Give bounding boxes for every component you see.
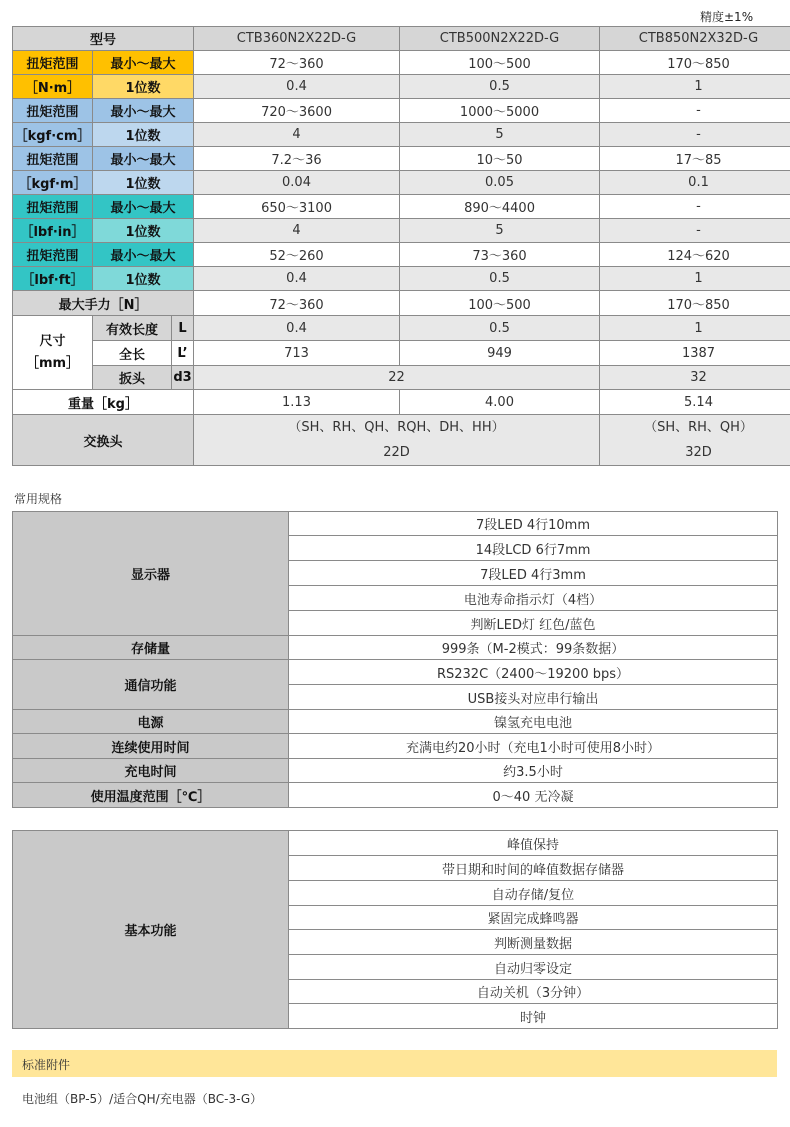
storage-value: 999条（M-2模式：99条数据） bbox=[289, 636, 778, 660]
torque-grad-value: 0.1 bbox=[600, 171, 790, 195]
comm-item: USB接头对应串行输出 bbox=[289, 685, 778, 710]
torque-grad-value: - bbox=[600, 123, 790, 147]
total-length-value: 713 bbox=[194, 341, 400, 366]
effective-length-value: 0.5 bbox=[400, 316, 600, 341]
torque-grad-value: 4 bbox=[194, 123, 400, 147]
exchange-head-32 bbox=[600, 415, 790, 466]
head-label: 扳头 bbox=[93, 366, 172, 390]
continuous-label: 连续使用时间 bbox=[13, 734, 289, 759]
exchange-head-types: （SH、RH、QH、RQH、DH、HH） bbox=[288, 420, 505, 435]
torque-grad-value: 5 bbox=[400, 219, 600, 243]
weight-value: 1.13 bbox=[194, 390, 400, 415]
basic-function-label: 基本功能 bbox=[13, 831, 289, 1029]
temp-value: 0～40 无冷凝 bbox=[289, 783, 778, 808]
torque-grad-value: 0.05 bbox=[400, 171, 600, 195]
model-name: CTB500N2X22D-G bbox=[400, 27, 600, 51]
max-force-value: 72～360 bbox=[194, 291, 400, 316]
torque-range-value: 52～260 bbox=[194, 243, 400, 267]
torque-grad-value: 0.5 bbox=[400, 75, 600, 99]
torque-range-value: 124～620 bbox=[600, 243, 790, 267]
basic-function-item: 峰值保持 bbox=[289, 831, 778, 856]
comm-row bbox=[13, 660, 778, 685]
display-label: 显示器 bbox=[13, 512, 289, 636]
torque-range-value: - bbox=[600, 99, 790, 123]
torque-grad-value: 0.4 bbox=[194, 75, 400, 99]
max-force-value: 100～500 bbox=[400, 291, 600, 316]
torque-grad-value: 0.5 bbox=[400, 267, 600, 291]
comm-item: RS232C（2400～19200 bps） bbox=[289, 660, 778, 685]
model-label: 型号 bbox=[13, 27, 194, 51]
torque-range-value: 17～85 bbox=[600, 147, 790, 171]
charge-row bbox=[13, 759, 778, 783]
torque-range-value: 890～4400 bbox=[400, 195, 600, 219]
exchange-head-size: 22D bbox=[383, 445, 410, 460]
power-row bbox=[13, 710, 778, 734]
basic-function-item: 自动存储/复位 bbox=[289, 881, 778, 906]
common-spec-table bbox=[12, 511, 778, 808]
weight-value: 4.00 bbox=[400, 390, 600, 415]
attachments-text: 电池组（BP-5）/适合QH/充电器（BC-3-G） bbox=[22, 1092, 263, 1106]
effective-length-label: 有效长度 bbox=[93, 316, 172, 341]
range-label: 最小～最大 bbox=[93, 243, 194, 267]
exchange-head-row bbox=[13, 415, 790, 466]
torque-grad-value: 0.4 bbox=[194, 267, 400, 291]
torque-group-unit: ［kgf·cm］ bbox=[13, 123, 93, 147]
display-row bbox=[13, 512, 778, 536]
torque-range-value: - bbox=[600, 195, 790, 219]
accuracy-note: 精度±1% bbox=[700, 10, 754, 24]
range-label: 最小～最大 bbox=[93, 99, 194, 123]
torque-group-title: 扭矩范围 bbox=[13, 99, 93, 123]
display-item: 7段LED 4行3mm bbox=[289, 561, 778, 586]
size-total-length-row bbox=[13, 341, 790, 366]
power-label: 电源 bbox=[13, 710, 289, 734]
torque-grad-value: 1 bbox=[600, 267, 790, 291]
torque-range-value: 73～360 bbox=[400, 243, 600, 267]
common-spec-title: 常用规格 bbox=[14, 492, 63, 506]
torque-range-value: 100～500 bbox=[400, 51, 600, 75]
size-unit: ［mm］ bbox=[25, 355, 80, 371]
basic-function-item: 紧固完成蜂鸣器 bbox=[289, 906, 778, 930]
head-value: 32 bbox=[600, 366, 790, 390]
temp-row bbox=[13, 783, 778, 808]
basic-function-item: 自动归零设定 bbox=[289, 955, 778, 980]
model-name: CTB360N2X22D-G bbox=[194, 27, 400, 51]
size-title: 尺寸 bbox=[39, 333, 66, 349]
torque-grad-row bbox=[13, 123, 790, 147]
total-length-label: 全长 bbox=[93, 341, 172, 366]
torque-range-value: 650～3100 bbox=[194, 195, 400, 219]
torque-range-value: 720～3600 bbox=[194, 99, 400, 123]
basic-function-item: 自动关机（3分钟） bbox=[289, 980, 778, 1004]
grad-label: 1位数 bbox=[93, 219, 194, 243]
total-length-value: 949 bbox=[400, 341, 600, 366]
torque-group-unit: ［lbf·in］ bbox=[13, 219, 93, 243]
total-length-symbol: L’ bbox=[172, 341, 194, 366]
head-value: 22 bbox=[194, 366, 600, 390]
effective-length-value: 0.4 bbox=[194, 316, 400, 341]
torque-range-row bbox=[13, 51, 790, 75]
storage-row bbox=[13, 636, 778, 660]
grad-label: 1位数 bbox=[93, 123, 194, 147]
exchange-head-size: 32D bbox=[685, 445, 712, 460]
torque-grad-row bbox=[13, 219, 790, 243]
torque-group-title: 扭矩范围 bbox=[13, 147, 93, 171]
head-symbol: d3 bbox=[172, 366, 194, 390]
attachments-title: 标准附件 bbox=[22, 1058, 71, 1072]
torque-range-value: 7.2～36 bbox=[194, 147, 400, 171]
torque-range-row bbox=[13, 195, 790, 219]
spec-header-row bbox=[13, 27, 790, 51]
torque-range-value: 10～50 bbox=[400, 147, 600, 171]
size-label bbox=[13, 316, 93, 390]
torque-range-row bbox=[13, 243, 790, 267]
continuous-row bbox=[13, 734, 778, 759]
weight-row bbox=[13, 390, 790, 415]
torque-grad-value: 1 bbox=[600, 75, 790, 99]
attachments-header bbox=[12, 1050, 777, 1077]
weight-label: 重量［kg］ bbox=[13, 390, 194, 415]
effective-length-symbol: L bbox=[172, 316, 194, 341]
charge-value: 约3.5小时 bbox=[289, 759, 778, 783]
max-force-label: 最大手力［N］ bbox=[13, 291, 194, 316]
display-item: 7段LED 4行10mm bbox=[289, 512, 778, 536]
basic-function-table bbox=[12, 830, 778, 1029]
torque-grad-value: 0.04 bbox=[194, 171, 400, 195]
torque-grad-row bbox=[13, 75, 790, 99]
torque-grad-value: - bbox=[600, 219, 790, 243]
basic-function-item: 时钟 bbox=[289, 1004, 778, 1029]
grad-label: 1位数 bbox=[93, 267, 194, 291]
torque-grad-value: 5 bbox=[400, 123, 600, 147]
torque-group-title: 扭矩范围 bbox=[13, 195, 93, 219]
comm-label: 通信功能 bbox=[13, 660, 289, 710]
power-value: 镍氢充电电池 bbox=[289, 710, 778, 734]
temp-label: 使用温度范围［℃］ bbox=[13, 783, 289, 808]
charge-label: 充电时间 bbox=[13, 759, 289, 783]
torque-range-row bbox=[13, 99, 790, 123]
torque-range-row bbox=[13, 147, 790, 171]
exchange-head-22 bbox=[194, 415, 600, 466]
display-item: 电池寿命指示灯（4档） bbox=[289, 586, 778, 611]
max-force-row bbox=[13, 291, 790, 316]
max-force-value: 170～850 bbox=[600, 291, 790, 316]
torque-grad-value: 4 bbox=[194, 219, 400, 243]
torque-group-unit: ［N·m］ bbox=[13, 75, 93, 99]
torque-grad-row bbox=[13, 267, 790, 291]
basic-function-row bbox=[13, 831, 778, 856]
torque-range-value: 72～360 bbox=[194, 51, 400, 75]
effective-length-value: 1 bbox=[600, 316, 790, 341]
range-label: 最小～最大 bbox=[93, 51, 194, 75]
torque-group-title: 扭矩范围 bbox=[13, 51, 93, 75]
spec-table bbox=[12, 26, 790, 466]
total-length-value: 1387 bbox=[600, 341, 790, 366]
weight-value: 5.14 bbox=[600, 390, 790, 415]
torque-range-value: 170～850 bbox=[600, 51, 790, 75]
size-effective-length-row bbox=[13, 316, 790, 341]
torque-range-value: 1000～5000 bbox=[400, 99, 600, 123]
exchange-head-label: 交换头 bbox=[13, 415, 194, 466]
torque-group-unit: ［lbf·ft］ bbox=[13, 267, 93, 291]
range-label: 最小～最大 bbox=[93, 147, 194, 171]
model-name: CTB850N2X32D-G bbox=[600, 27, 790, 51]
basic-function-item: 判断测量数据 bbox=[289, 930, 778, 955]
exchange-head-types: （SH、RH、QH） bbox=[644, 420, 753, 435]
continuous-value: 充满电约20小时（充电1小时可使用8小时） bbox=[289, 734, 778, 759]
display-item: 判断LED灯 红色/蓝色 bbox=[289, 611, 778, 636]
grad-label: 1位数 bbox=[93, 171, 194, 195]
torque-group-unit: ［kgf·m］ bbox=[13, 171, 93, 195]
grad-label: 1位数 bbox=[93, 75, 194, 99]
torque-group-title: 扭矩范围 bbox=[13, 243, 93, 267]
range-label: 最小～最大 bbox=[93, 195, 194, 219]
storage-label: 存储量 bbox=[13, 636, 289, 660]
size-head-row bbox=[13, 366, 790, 390]
basic-function-item: 带日期和时间的峰值数据存储器 bbox=[289, 856, 778, 881]
torque-grad-row bbox=[13, 171, 790, 195]
display-item: 14段LCD 6行7mm bbox=[289, 536, 778, 561]
